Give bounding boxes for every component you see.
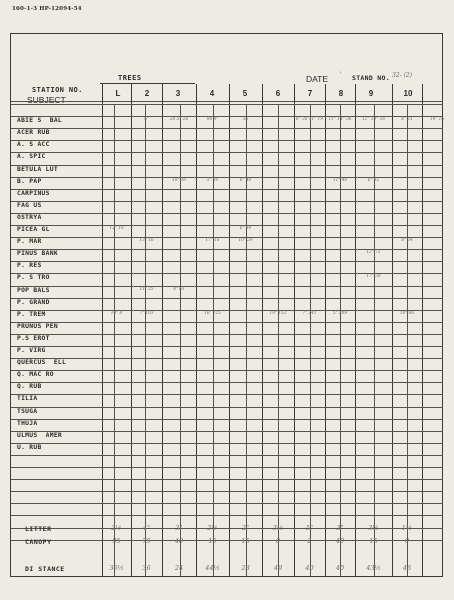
row-rule bbox=[11, 128, 443, 129]
bottom-row-value: 2" bbox=[241, 524, 250, 532]
species-label: Q. MAC RO bbox=[17, 371, 54, 379]
tally-entry: 28 5" 26 bbox=[169, 117, 189, 123]
tally-entry: 8" 38 11" 19 bbox=[295, 117, 324, 123]
bottom-row-value: 40 bbox=[174, 537, 184, 545]
row-rule bbox=[11, 443, 443, 444]
tally-entry: 17" 38 bbox=[366, 274, 381, 280]
row-rule bbox=[11, 165, 443, 166]
bottom-row-value: 2½ bbox=[111, 524, 122, 532]
form-id: 160-1-3 HP-12094-54 bbox=[12, 6, 82, 12]
row-rule bbox=[11, 286, 443, 287]
row-rule bbox=[11, 491, 443, 492]
bottom-row-value: 15 bbox=[241, 537, 250, 545]
column-divider bbox=[325, 84, 326, 576]
bottom-row-label: CANOPY bbox=[25, 538, 52, 546]
tally-entry: 19" 152 bbox=[269, 310, 287, 316]
bottom-row-label: DI STANCE bbox=[25, 565, 65, 573]
subcolumn-divider bbox=[278, 104, 279, 576]
species-label: B. PAP bbox=[17, 177, 42, 185]
subcolumn-divider bbox=[213, 104, 214, 576]
column-header: 4 bbox=[209, 89, 215, 98]
column-divider bbox=[422, 84, 423, 576]
bottom-row-value: 36 bbox=[142, 564, 151, 572]
trees-heading: TREES bbox=[118, 74, 142, 82]
tally-entry: 14" 15 bbox=[429, 117, 445, 123]
species-label: A. S ACC bbox=[17, 141, 50, 149]
tally-entry: 5" 209 bbox=[332, 310, 348, 316]
row-rule bbox=[11, 503, 443, 504]
row-rule bbox=[11, 431, 443, 432]
bottom-row-value: 40 bbox=[335, 537, 345, 545]
row-rule bbox=[11, 346, 443, 347]
tally-entry: 7" 241 bbox=[302, 310, 317, 316]
tally-entry: 12" 72 bbox=[366, 250, 381, 256]
row-rule bbox=[11, 298, 443, 299]
tally-entry: 11" 40 bbox=[332, 177, 348, 183]
bottom-row-value: 4" bbox=[142, 524, 151, 532]
stand-value: 32- (2) bbox=[392, 72, 413, 79]
row-rule bbox=[11, 407, 443, 408]
species-label: P. VIRG bbox=[17, 347, 46, 354]
bottom-row-value: 15 bbox=[369, 537, 378, 545]
tally-entry: 10" 86 bbox=[399, 310, 415, 316]
tally-entry: 5" bbox=[144, 117, 149, 123]
species-label: BETULA LUT bbox=[17, 165, 58, 173]
tally-entry: 12" 10 bbox=[109, 226, 124, 231]
species-label: P.S EROT bbox=[17, 334, 50, 342]
bottom-row-value: 36½ bbox=[109, 564, 124, 572]
row-rule bbox=[11, 334, 443, 335]
column-divider bbox=[392, 84, 393, 576]
species-label: FAG US bbox=[17, 201, 42, 209]
subcolumn-divider bbox=[180, 104, 181, 576]
row-rule bbox=[11, 237, 443, 238]
bottom-row-value: 44½ bbox=[205, 564, 220, 572]
tally-entry: 6" 32 bbox=[367, 177, 380, 183]
row-rule bbox=[11, 479, 443, 480]
species-label: P. TREM bbox=[17, 310, 46, 318]
bottom-row-value: 95 bbox=[112, 537, 121, 545]
bottom-row-value: 3" bbox=[336, 524, 344, 532]
bottom-row-value: 24 bbox=[174, 564, 184, 572]
bottom-row-value: 3½ bbox=[272, 524, 284, 532]
bottom-row-value: 0 bbox=[404, 537, 410, 545]
row-rule bbox=[11, 515, 443, 516]
bottom-row-value: 43½ bbox=[366, 564, 381, 572]
bottom-row-value: 15 bbox=[208, 537, 217, 545]
bottom-row-value: 2 bbox=[307, 537, 312, 545]
row-rule bbox=[11, 394, 443, 395]
column-divider bbox=[262, 84, 263, 576]
bottom-row-value: 28 bbox=[241, 564, 250, 572]
bottom-row-value: 3" bbox=[175, 524, 183, 532]
row-rule bbox=[11, 213, 443, 214]
tally-entry: 3" 30 bbox=[206, 177, 219, 183]
row-rule bbox=[11, 310, 443, 311]
tally-entry: 13" 16 bbox=[139, 238, 154, 244]
bottom-row-value: 2½ bbox=[207, 524, 218, 532]
species-label: CARPINUS bbox=[17, 189, 50, 197]
column-divider bbox=[162, 84, 163, 576]
species-label: P. S TRO bbox=[17, 274, 50, 282]
subcolumn-divider bbox=[114, 104, 115, 576]
bottom-row-value: 75 bbox=[142, 537, 151, 545]
species-label: P. MAR bbox=[17, 238, 42, 246]
column-header: 7 bbox=[307, 89, 313, 98]
row-rule bbox=[11, 140, 443, 141]
subcolumn-divider bbox=[340, 104, 341, 576]
tally-entry: 11" 14" 36 bbox=[328, 117, 352, 123]
tally-entry: 36 bbox=[242, 117, 249, 123]
tally-entry: 7" 103 bbox=[139, 310, 154, 316]
species-label: ACER RUB bbox=[17, 129, 50, 137]
species-label: TILIA bbox=[17, 395, 38, 403]
date-label: DATE bbox=[306, 74, 329, 84]
species-label: P. RES bbox=[17, 262, 42, 270]
column-header: 3 bbox=[175, 89, 181, 98]
column-divider bbox=[229, 84, 230, 576]
column-divider bbox=[294, 84, 295, 576]
row-rule bbox=[11, 382, 443, 383]
bottom-row-value: 40 bbox=[305, 564, 314, 572]
stand-label: STAND NO. bbox=[352, 74, 390, 82]
tally-entry: 14" 8 bbox=[110, 310, 123, 316]
row-rule bbox=[11, 152, 443, 153]
bottom-row-label: LITTER bbox=[25, 525, 52, 533]
tally-entry: 11" 25 bbox=[139, 286, 154, 292]
station-label: STATION NO. bbox=[32, 86, 83, 94]
subcolumn-divider bbox=[374, 104, 375, 576]
row-rule bbox=[11, 225, 443, 226]
row-rule bbox=[11, 358, 443, 359]
tally-entry: 16" 125 bbox=[203, 310, 221, 316]
bottom-row-value: 40 bbox=[335, 564, 345, 572]
row-rule bbox=[11, 455, 443, 456]
row-rule bbox=[11, 189, 443, 190]
row-rule bbox=[11, 370, 443, 371]
column-header: 8 bbox=[338, 89, 344, 98]
species-label: P. GRAND bbox=[17, 298, 50, 306]
column-header: 6 bbox=[275, 89, 281, 98]
column-header: 5 bbox=[242, 89, 248, 98]
subcolumn-divider bbox=[407, 104, 408, 576]
species-label: U. RUB bbox=[17, 443, 42, 451]
column-divider bbox=[102, 84, 103, 576]
species-label: PICEA GL bbox=[17, 226, 50, 233]
tally-entry: 12" 10" 18 bbox=[361, 117, 386, 123]
species-label: TSUGA bbox=[17, 407, 38, 415]
date-mark: ' bbox=[339, 71, 343, 78]
column-header: L bbox=[115, 89, 121, 98]
header-rule bbox=[11, 101, 443, 102]
column-header: 10 bbox=[403, 89, 413, 98]
subject-label: SUBJECT bbox=[27, 95, 66, 105]
row-rule bbox=[11, 104, 443, 105]
column-header: 9 bbox=[368, 89, 374, 98]
species-label: Q. RUB bbox=[17, 383, 42, 391]
column-divider bbox=[355, 84, 356, 576]
form-frame bbox=[10, 33, 443, 577]
subcolumn-divider bbox=[145, 104, 146, 576]
bottom-row-value: 1½ bbox=[401, 524, 413, 532]
row-rule bbox=[11, 419, 443, 420]
bottom-row-value: 5" bbox=[305, 524, 314, 532]
species-label: PINUS BANK bbox=[17, 250, 58, 258]
column-divider bbox=[131, 84, 132, 576]
tally-entry: 10" 29 bbox=[238, 238, 253, 244]
tally-entry: 8" 61 bbox=[173, 286, 185, 292]
row-rule bbox=[11, 467, 443, 468]
species-label: OSTRYA bbox=[17, 213, 42, 221]
column-header: 2 bbox=[144, 89, 150, 98]
tally-entry: 8" 54 bbox=[401, 238, 413, 244]
tally-entry: 6" 34 bbox=[239, 226, 252, 231]
row-rule bbox=[11, 322, 443, 323]
column-divider bbox=[196, 84, 197, 576]
subcolumn-divider bbox=[310, 104, 311, 576]
subcolumn-divider bbox=[246, 104, 247, 576]
tally-entry: 17" 16 bbox=[205, 238, 220, 244]
species-label: QUERCUS ELL bbox=[17, 359, 67, 367]
species-label: THUJA bbox=[17, 419, 38, 427]
tally-entry: 6" 40 bbox=[239, 177, 252, 183]
bottom-row-value: 49 bbox=[273, 564, 283, 572]
row-rule bbox=[11, 261, 443, 262]
bottom-row-value: 0 bbox=[275, 537, 281, 545]
tally-entry: 10" 30 bbox=[171, 177, 187, 183]
species-label: PRUNUS PEN bbox=[17, 322, 58, 330]
tally-entry: 96 8" bbox=[206, 117, 219, 123]
bottom-row-value: 3½ bbox=[368, 524, 379, 532]
trees-rule bbox=[100, 83, 195, 84]
species-label: A. SPIC bbox=[17, 153, 46, 161]
species-label: ULMUS AMER bbox=[17, 431, 63, 439]
species-label: POP BALS bbox=[17, 286, 50, 294]
bottom-row-value: 46 bbox=[402, 564, 412, 572]
tally-entry: 8" 21 bbox=[401, 117, 413, 123]
species-label: ABIE S BAL bbox=[17, 117, 63, 125]
row-rule bbox=[11, 201, 443, 202]
